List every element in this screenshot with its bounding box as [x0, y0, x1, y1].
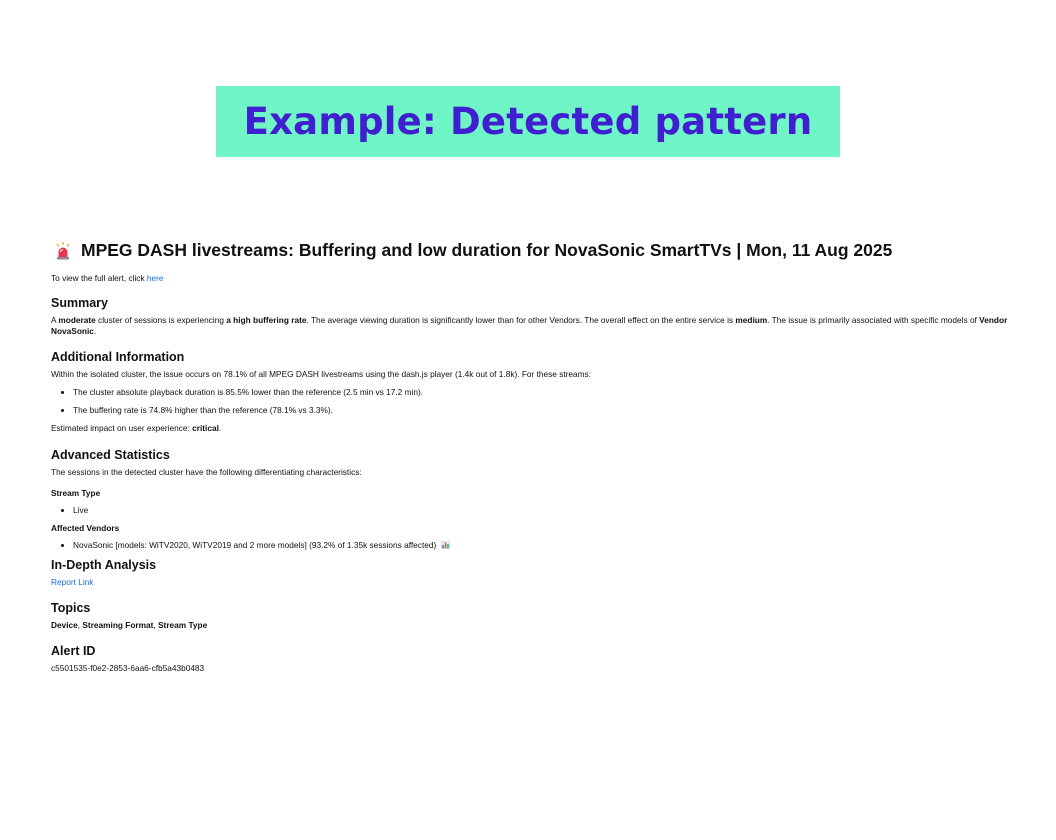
list-item: • Live: [73, 505, 1031, 516]
list-item: • The cluster absolute playback duration is 85.5% lower than the reference (2.5 min vs 17.2 min).: [73, 387, 1031, 398]
vendor-item-text: NovaSonic [models: WiTV2020, WiTV2019 and 2 more models] (93.2% of 1.35k sessions affected): [73, 540, 437, 550]
additional-info-section: [51, 350, 1031, 434]
summary-text-part: A: [51, 315, 59, 325]
topic-separator: ,: [153, 620, 159, 630]
stream-type-list: [51, 505, 1031, 516]
alert-id-heading: Alert ID: [51, 644, 96, 658]
summary-text-part: cluster of sessions is experiencing: [95, 315, 227, 325]
impact-label: Estimated impact on user experience:: [51, 423, 193, 433]
alert-title-row: [55, 240, 1031, 261]
summary-text-part: .: [93, 326, 97, 336]
topic-separator: ,: [77, 620, 83, 630]
affected-vendors-heading: Affected Vendors: [51, 523, 120, 533]
impact-suffix: .: [218, 423, 222, 433]
affected-vendors-list: [51, 540, 1031, 551]
view-full-alert-link[interactable]: here: [146, 273, 164, 283]
additional-info-intro: Within the isolated cluster, the issue occurs on 78.1% of all MPEG DASH livestreams using the dash.js player (1.4k out of 1.8k). For these streams:: [51, 369, 591, 379]
additional-info-heading: Additional Information: [51, 350, 185, 364]
additional-info-list: [51, 387, 1031, 416]
alert-id-section: [51, 644, 1031, 674]
advanced-stats-section: [51, 448, 1031, 551]
stream-type-heading: Stream Type: [51, 488, 101, 498]
report-link-line: [51, 577, 1031, 588]
alert-email-body: [51, 240, 1031, 674]
summary-heading: Summary: [51, 296, 108, 310]
report-link[interactable]: Report Link: [51, 577, 94, 587]
bar-chart-icon[interactable]: [441, 541, 450, 549]
list-item: • The buffering rate is 74.8% higher than the reference (78.1% vs 3.3%).: [73, 405, 1031, 416]
view-full-alert-line: [51, 273, 1031, 284]
advanced-stats-heading: Advanced Statistics: [51, 448, 170, 462]
topic-item: Device: [51, 620, 78, 630]
impact-line: [51, 423, 1031, 434]
topic-item: Streaming Format: [82, 620, 154, 630]
advanced-stats-intro: The sessions in the detected cluster have the following differentiating characteristics:: [51, 467, 362, 477]
summary-bold-issue: a high buffering rate: [226, 315, 307, 325]
summary-text-part: . The average viewing duration is significantly lower than for other Vendors. The overall effect on the entire service is: [306, 315, 736, 325]
siren-icon: [55, 242, 71, 260]
topics-section: [51, 601, 1031, 631]
view-full-alert-text: To view the full alert, click: [51, 273, 147, 283]
list-item: [73, 540, 1031, 551]
in-depth-heading: In-Depth Analysis: [51, 558, 157, 572]
alert-id-value: c5501535-f0e2-2853-6aa6-cfb5a43b0483: [51, 663, 205, 673]
summary-text: [51, 315, 1031, 337]
summary-text-part: . The issue is primarily associated with specific models of: [767, 315, 980, 325]
topics-list: [51, 620, 1031, 631]
banner-title: Example: Detected pattern: [243, 100, 813, 143]
topics-heading: Topics: [51, 601, 91, 615]
summary-section: [51, 296, 1031, 337]
summary-bold-effect: medium: [735, 315, 768, 325]
in-depth-section: [51, 558, 1031, 588]
summary-bold-vendor: Vendor NovaSonic: [51, 315, 1008, 336]
impact-value: critical: [192, 423, 219, 433]
topic-item: Stream Type: [158, 620, 208, 630]
header-banner: [216, 86, 840, 157]
summary-bold-cluster-size: moderate: [58, 315, 96, 325]
alert-title: MPEG DASH livestreams: Buffering and low duration for NovaSonic SmartTVs | Mon, 11 Aug 2025: [81, 240, 893, 260]
